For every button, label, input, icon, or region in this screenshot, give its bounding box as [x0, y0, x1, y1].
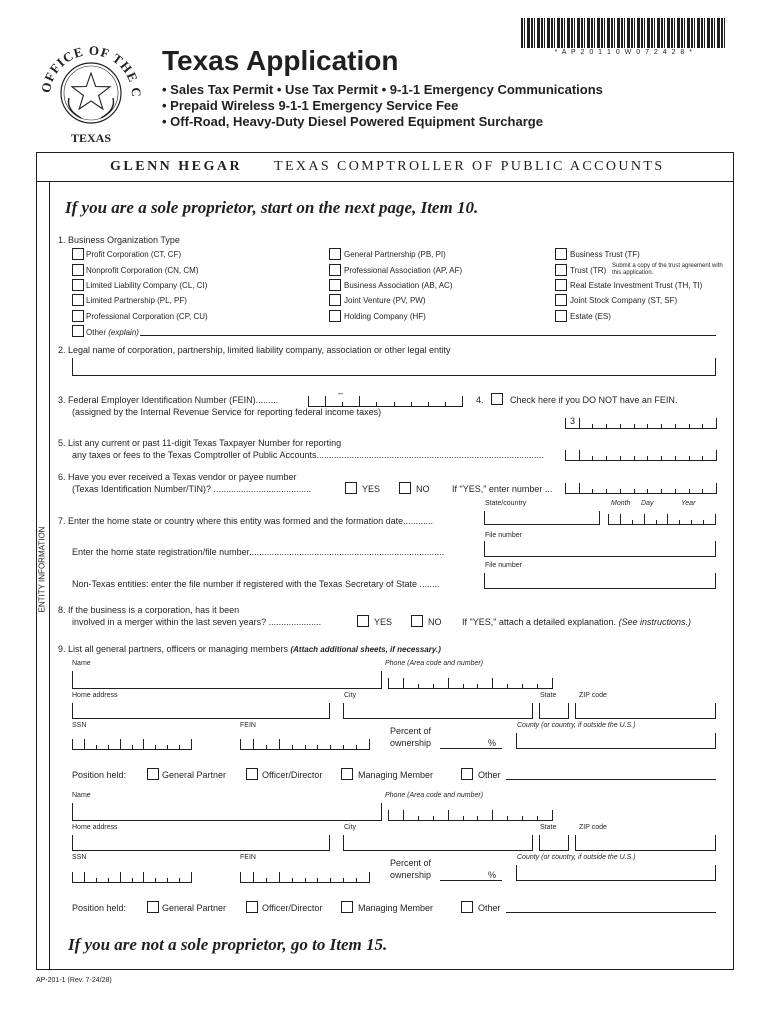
member1-managing-member-label: Managing Member [358, 770, 434, 780]
texas-taxpayer-number-field[interactable] [565, 447, 717, 461]
member1-name-field[interactable] [72, 671, 382, 689]
nonprofit-corporation-label: Nonprofit Corporation (CN, CM) [86, 266, 199, 275]
member2-percent-sign: % [488, 870, 497, 880]
member1-city-field[interactable] [343, 703, 533, 719]
tin-no-label: NO [416, 484, 430, 494]
member1-ownership-field[interactable] [440, 748, 502, 749]
page-title: Texas Application [162, 45, 399, 76]
member1-fein-caption: FEIN [240, 722, 256, 729]
member2-phone-caption: Phone (Area code and number) [385, 792, 484, 799]
professional-corporation-checkbox[interactable] [72, 310, 84, 322]
tin-no-checkbox[interactable] [399, 482, 411, 494]
month-caption: Month [611, 500, 631, 507]
joint-venture-checkbox[interactable] [329, 294, 341, 306]
member2-phone-field[interactable] [388, 809, 553, 821]
permit-bullet-3: • Off-Road, Heavy-Duty Diesel Powered Equipment Surcharge [162, 114, 543, 129]
year-caption: Year [681, 500, 696, 507]
member1-zip-field[interactable] [575, 703, 716, 719]
joint-stock-company-checkbox[interactable] [555, 294, 567, 306]
profit-corporation-checkbox[interactable] [72, 248, 84, 260]
item5-sub: any taxes or fees to the Texas Comptroller of Public Accounts........................................................................................... [72, 450, 545, 460]
trust-checkbox[interactable] [555, 264, 567, 276]
estate-label: Estate (ES) [570, 312, 611, 321]
member2-fein-caption: FEIN [240, 854, 256, 861]
merger-no-checkbox[interactable] [411, 615, 423, 627]
member1-ssn-field[interactable] [72, 738, 192, 750]
item6-sub: (Texas Identification Number/TIN)? ....................................... [72, 484, 312, 494]
member2-other-field[interactable] [506, 912, 716, 913]
member1-officer-director-label: Officer/Director [262, 770, 323, 780]
merger-no-label: NO [428, 617, 442, 627]
member1-general-partner-label: General Partner [162, 770, 227, 780]
llc-label: Limited Liability Company (CL, CI) [86, 281, 208, 290]
form-barcode: * A P 2 0 1 1 0 W 0 7 2 4 2 8 * [521, 18, 727, 60]
formation-date-field[interactable] [608, 511, 716, 525]
member1-state-field[interactable] [539, 703, 569, 719]
member2-name-field[interactable] [72, 803, 382, 821]
member2-position-held-label: Position held: [72, 903, 127, 913]
member2-state-field[interactable] [539, 835, 569, 851]
member1-ownership-label: ownership [390, 738, 432, 748]
agency-name: TEXAS COMPTROLLER OF PUBLIC ACCOUNTS [274, 159, 665, 174]
member1-fein-field[interactable] [240, 738, 370, 750]
member1-zip-caption: ZIP code [579, 692, 607, 699]
no-fein-label: Check here if you DO NOT have an FEIN. [510, 395, 678, 405]
tin-yes-checkbox[interactable] [345, 482, 357, 494]
formation-state-field[interactable] [484, 511, 600, 525]
general-partnership-label: General Partnership (PB, PI) [344, 250, 446, 259]
member2-ownership-field[interactable] [440, 880, 502, 881]
llc-checkbox[interactable] [72, 279, 84, 291]
item3-sub: (assigned by the Internal Revenue Service for reporting federal income taxes) [72, 407, 382, 417]
taxpayer-prefix-field[interactable] [565, 415, 717, 429]
professional-association-checkbox[interactable] [329, 264, 341, 276]
tin-if-yes-label: If "YES," enter number ... [452, 484, 553, 494]
holding-company-label: Holding Company (HF) [344, 312, 426, 321]
member2-percent-label: Percent of [390, 858, 432, 868]
member1-county-field[interactable] [516, 733, 716, 749]
member1-phone-caption: Phone (Area code and number) [385, 660, 484, 667]
professional-association-label: Professional Association (AP, AF) [344, 266, 463, 275]
reit-checkbox[interactable] [555, 279, 567, 291]
item5-label: 5. List any current or past 11-digit Texas Taxpayer Number for reporting [58, 438, 342, 448]
trust-agreement-note: Submit a copy of the trust agreement with this application. [612, 263, 723, 276]
member2-city-caption: City [344, 824, 357, 831]
estate-checkbox[interactable] [555, 310, 567, 322]
entity-information-label: ENTITY INFORMATION [37, 526, 47, 613]
member1-home-address-caption: Home address [72, 692, 118, 699]
item7-label: 7. Enter the home state or country where this entity was formed and the formation date............ [58, 516, 434, 526]
sos-file-number-label: Non-Texas entities: enter the file number if registered with the Texas Secretary of State ........ [72, 579, 440, 589]
sole-proprietor-instruction: If you are a sole proprietor, start on the next page, Item 10. [65, 198, 479, 217]
member1-percent-label: Percent of [390, 726, 432, 736]
item6-label: 6. Have you ever received a Texas vendor or payee number [58, 472, 297, 482]
member2-county-caption: County (or country, if outside the U.S.) [517, 854, 636, 861]
profit-corporation-label: Profit Corporation (CT, CF) [86, 250, 182, 259]
member1-other-checkbox[interactable] [461, 768, 473, 780]
member1-name-caption: Name [72, 660, 91, 667]
item4-number: 4. [476, 395, 484, 405]
member2-zip-field[interactable] [575, 835, 716, 851]
no-fein-checkbox[interactable] [491, 393, 503, 405]
member1-city-caption: City [344, 692, 357, 699]
merger-if-yes-label: If "YES," attach a detailed explanation. (See instructions.) [462, 617, 692, 627]
tin-number-field[interactable] [565, 480, 717, 494]
day-caption: Day [641, 500, 654, 507]
form-revision: AP-201-1 (Rev. 7-24/28) [36, 977, 112, 984]
member2-ownership-label: ownership [390, 870, 432, 880]
limited-partnership-label: Limited Partnership (PL, PF) [86, 296, 187, 305]
tin-yes-label: YES [362, 484, 381, 494]
member2-ssn-caption: SSN [72, 854, 87, 861]
member2-state-caption: State [540, 824, 557, 831]
member2-county-field[interactable] [516, 865, 716, 881]
member2-other-label: Other [478, 903, 501, 913]
svg-text:OFFICE OF THE COMPTROLLER: OFFICE OF THE C [37, 42, 145, 99]
item1-label: 1. Business Organization Type [58, 235, 180, 245]
svg-text:TEXAS: TEXAS [70, 131, 112, 145]
legal-name-field[interactable] [72, 358, 716, 376]
item9-label: 9. List all general partners, officers or managing members (Attach additional sheets, if necessary.) [58, 644, 441, 654]
permit-bullet-2: • Prepaid Wireless 9-1-1 Emergency Service Fee [162, 98, 459, 113]
member1-state-caption: State [540, 692, 557, 699]
registration-number-label: Enter the home state registration/file number.............................................................................. [72, 547, 445, 557]
member1-position-held-label: Position held: [72, 770, 127, 780]
merger-yes-checkbox[interactable] [357, 615, 369, 627]
joint-venture-label: Joint Venture (PV, PW) [344, 296, 426, 305]
member2-home-address-caption: Home address [72, 824, 118, 831]
business-association-checkbox[interactable] [329, 279, 341, 291]
member2-officer-director-checkbox[interactable] [246, 901, 258, 913]
general-partnership-checkbox[interactable] [329, 248, 341, 260]
nonprofit-corporation-checkbox[interactable] [72, 264, 84, 276]
fein-field[interactable] [308, 395, 463, 407]
trust-label: Trust (TR) [570, 266, 607, 275]
member1-general-partner-checkbox[interactable] [147, 768, 159, 780]
member2-ssn-field[interactable] [72, 871, 192, 883]
other-org-checkbox[interactable] [72, 325, 84, 337]
permit-bullet-1: • Sales Tax Permit • Use Tax Permit • 9-1-1 Emergency Communications [162, 82, 603, 97]
comptroller-seal [36, 38, 146, 148]
comptroller-name: GLENN HEGAR [110, 159, 243, 174]
member1-phone-field[interactable] [388, 677, 553, 689]
member2-officer-director-label: Officer/Director [262, 903, 323, 913]
member1-other-field[interactable] [506, 779, 716, 780]
professional-corporation-label: Professional Corporation (CP, CU) [86, 312, 208, 321]
member1-managing-member-checkbox[interactable] [341, 768, 353, 780]
member1-home-address-field[interactable] [72, 703, 330, 719]
member2-general-partner-checkbox[interactable] [147, 901, 159, 913]
file-number-caption-2: File number [485, 562, 522, 569]
member2-general-partner-label: General Partner [162, 903, 227, 913]
item8-label: 8. If the business is a corporation, has it been [58, 605, 240, 615]
member1-other-label: Other [478, 770, 501, 780]
member1-ssn-caption: SSN [72, 722, 87, 729]
other-org-label: Other (explain) [86, 328, 139, 337]
comptroller-banner [36, 152, 734, 182]
business-trust-checkbox[interactable] [555, 248, 567, 260]
member2-managing-member-checkbox[interactable] [341, 901, 353, 913]
member2-other-checkbox[interactable] [461, 901, 473, 913]
non-sole-proprietor-instruction: If you are not a sole proprietor, go to Item 15. [68, 935, 388, 954]
item3-label: 3. Federal Employer Identification Number (FEIN)......... [58, 395, 279, 405]
sos-file-number-field[interactable] [484, 573, 716, 589]
member1-county-caption: County (or country, if outside the U.S.) [517, 722, 636, 729]
member1-officer-director-checkbox[interactable] [246, 768, 258, 780]
member2-name-caption: Name [72, 792, 91, 799]
item2-label: 2. Legal name of corporation, partnership, limited liability company, association or other legal entity [58, 345, 451, 355]
member2-zip-caption: ZIP code [579, 824, 607, 831]
member2-city-field[interactable] [343, 835, 533, 851]
state-country-caption: State/country [485, 500, 527, 507]
merger-yes-label: YES [374, 617, 393, 627]
fein-dash: – [338, 388, 344, 398]
file-number-caption: File number [485, 532, 522, 539]
taxpayer-prefix-value: 3 [570, 416, 576, 426]
item8-sub: involved in a merger within the last seven years? ..................... [72, 617, 322, 627]
business-association-label: Business Association (AB, AC) [344, 281, 453, 290]
business-trust-label: Business Trust (TF) [570, 250, 640, 259]
member2-managing-member-label: Managing Member [358, 903, 434, 913]
member2-fein-field[interactable] [240, 871, 370, 883]
joint-stock-company-label: Joint Stock Company (ST, SF) [570, 296, 678, 305]
member1-percent-sign: % [488, 738, 497, 748]
reit-label: Real Estate Investment Trust (TH, TI) [570, 281, 703, 290]
other-org-explain-field[interactable] [140, 335, 716, 336]
holding-company-checkbox[interactable] [329, 310, 341, 322]
limited-partnership-checkbox[interactable] [72, 294, 84, 306]
registration-number-field[interactable] [484, 541, 716, 557]
member2-home-address-field[interactable] [72, 835, 330, 851]
